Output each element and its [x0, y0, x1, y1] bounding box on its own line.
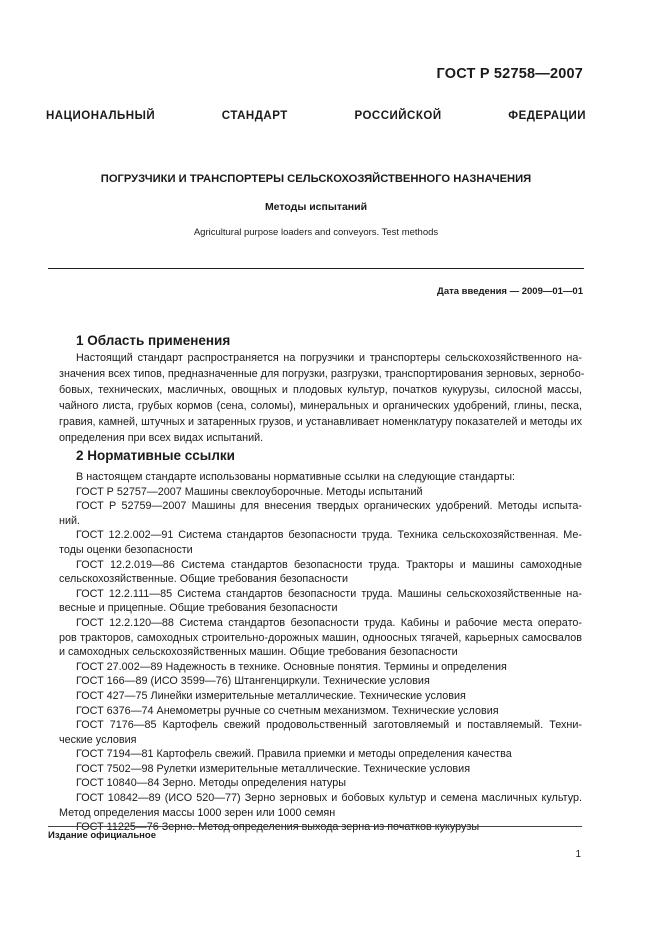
reference-line: ГОСТ 7502—98 Рулетки измерительные металлические. Технические условия [76, 762, 471, 775]
document-title-english: Agricultural purpose loaders and conveyors. Test methods [193, 227, 439, 238]
reference-line: ГОСТ 10840—84 Зерно. Методы определения натуры [76, 777, 346, 790]
reference-line: ГОСТ 12.2.019—86 Система стандартов безопасности труда. Тракторы и машины самоходные [76, 558, 582, 571]
reference-line: и самоходных сельскохозяйственных машин. Общие требования безопасности [59, 646, 458, 659]
reference-line: ГОСТ 7176—85 Картофель свежий продовольственный заготовляемый и поставляемый. Техни- [76, 719, 582, 732]
reference-line: ГОСТ Р 52757—2007 Машины свеклоуборочные. Методы испытаний [76, 485, 423, 498]
section-2-heading: 2 Нормативные ссылки [76, 448, 235, 463]
reference-line: весные и прицепные. Общие требования безопасности [59, 602, 338, 615]
section-1-line: определения при всех видах испытаний. [59, 432, 264, 444]
reference-line: В настоящем стандарте использованы нормативные ссылки на следующие стандарты: [76, 471, 515, 483]
section-1-line: чайного листа, грубых кормов (сена, соломы), минеральных и органических удобрений, глины, песка, [59, 400, 582, 412]
reference-line: ГОСТ 427—75 Линейки измерительные металлические. Технические условия [76, 689, 466, 702]
section-1-line: значения всех типов, предназначенные для погрузки, разгрузки, транспортирования зерновых, зернобо- [59, 368, 585, 380]
reference-line: ГОСТ 12.2.120—88 Система стандартов безопасности труда. Кабины и рабочие места операто- [76, 616, 582, 629]
reference-line: ГОСТ 12.2.002—91 Система стандартов безопасности труда. Техника сельскохозяйственная. Ме- [76, 529, 582, 542]
page-number: 1 [575, 849, 581, 860]
section-1-line: гравия, камней, штучных и затаренных грузов, и устанавливает номенклатуру показателей и методы их [59, 416, 582, 428]
section-1-line: бовых, технических, масличных, овощных и плодовых культур, початков кукурузы, силосной массы, [59, 384, 582, 396]
reference-line: ГОСТ 10842—89 (ИСО 520—77) Зерно зерновых и бобовых культур и семена масличных культур. [76, 792, 582, 805]
normative-references-list [59, 470, 582, 835]
reference-line: ГОСТ 7194—81 Картофель свежий. Правила приемки и методы определения качества [76, 748, 512, 761]
reference-line: ческие условия [59, 733, 137, 746]
reference-line: ГОСТ 12.2.111—85 Система стандартов безопасности труда. Машины сельскохозяйственные на- [76, 587, 582, 600]
reference-line: ГОСТ 6376—74 Анемометры ручные со счетным механизмом. Технические условия [76, 704, 499, 717]
official-edition-label: Издание официальное [48, 830, 156, 841]
reference-line: тоды оценки безопасности [59, 543, 193, 556]
reference-line: сельскохозяйственные. Общие требования безопасности [59, 573, 348, 586]
reference-line: ГОСТ 11225—76 Зерно. Метод определения выхода зерна из початков кукурузы [76, 821, 480, 834]
document-subtitle: Методы испытаний [264, 201, 368, 213]
header-divider [48, 268, 584, 269]
introduction-date: Дата введения — 2009—01—01 [437, 286, 583, 297]
reference-line: Метод определения массы 1000 зерен или 1000 семян [59, 806, 336, 819]
footer-divider [48, 826, 582, 827]
reference-line: ГОСТ 27.002—89 Надежность в технике. Основные понятия. Термины и определения [76, 660, 507, 673]
standard-number: ГОСТ Р 52758—2007 [436, 66, 583, 82]
reference-line: ГОСТ Р 52759—2007 Машины для внесения твердых органических удобрений. Методы испыта- [76, 500, 582, 513]
national-standard-banner: НАЦИОНАЛЬНЫЙ СТАНДАРТ РОССИЙСКОЙ ФЕДЕРАЦИИ [46, 110, 586, 122]
section-1-line: Настоящий стандарт распространяется на погрузчики и транспортеры сельскохозяйственного на- [76, 352, 582, 364]
section-1-body [59, 350, 585, 446]
reference-line: ров тракторов, самоходных строительно-дорожных машин, одноосных тягачей, карьерных самосвалов [59, 631, 582, 644]
section-1-heading: 1 Область применения [76, 333, 231, 348]
reference-line: ГОСТ 166—89 (ИСО 3599—76) Штангенциркули. Технические условия [76, 675, 430, 688]
document-title: ПОГРУЗЧИКИ И ТРАНСПОРТЕРЫ СЕЛЬСКОХОЗЯЙСТВЕННОГО НАЗНАЧЕНИЯ [100, 173, 532, 185]
reference-line: ний. [59, 514, 81, 527]
